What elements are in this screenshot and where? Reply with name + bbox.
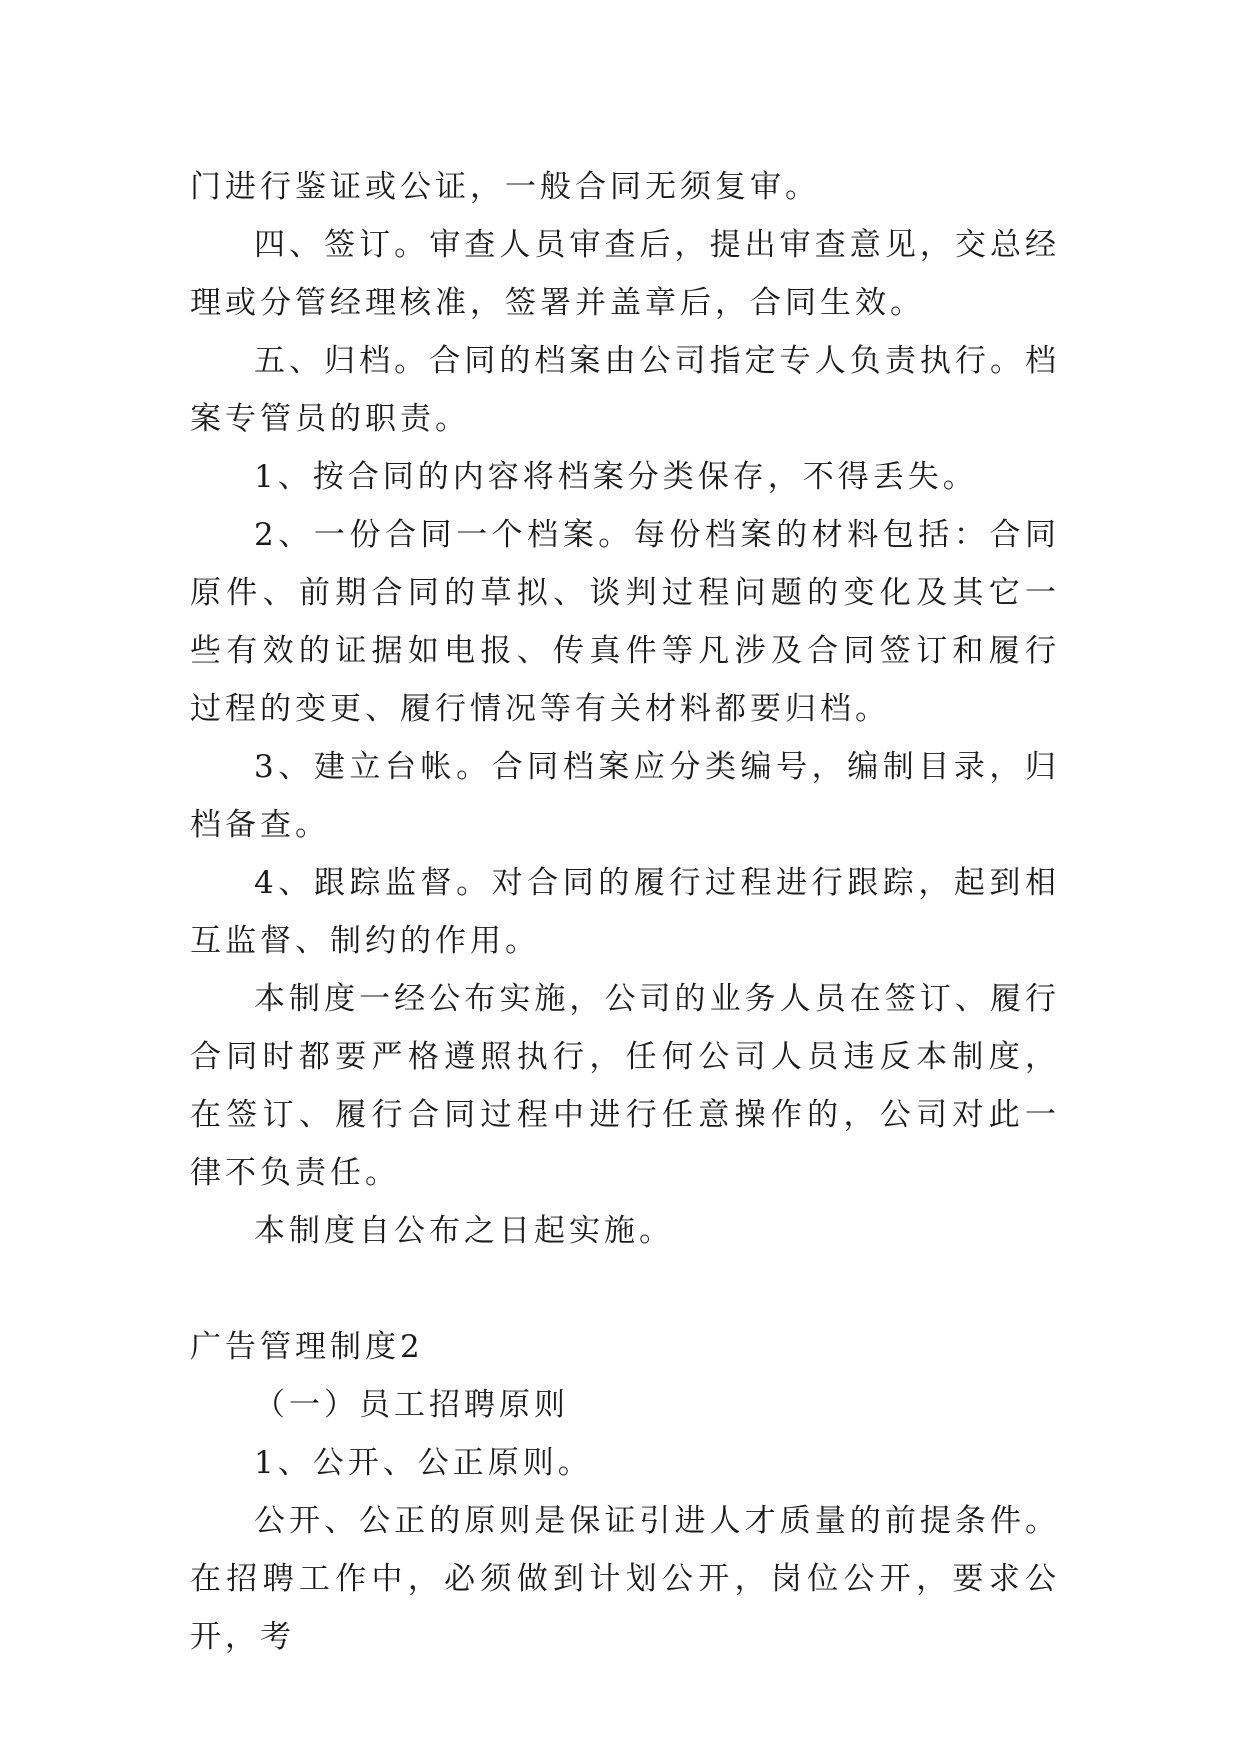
section-title: 广告管理制度2 [190, 1329, 424, 1365]
paragraph-effective: 本制度自公布之日起实施。 [254, 1213, 674, 1249]
subsection-title: （一）员工招聘原则 [254, 1387, 569, 1423]
paragraph-item-4: 4、跟踪监督。对合同的履行过程进行跟踪，起到相互监督、制约的作用。 [190, 865, 1060, 959]
paragraph-continuation: 门进行鉴证或公证，一般合同无须复审。 [190, 169, 820, 205]
paragraph-item-1: 1、按合同的内容将档案分类保存，不得丢失。 [254, 459, 978, 495]
paragraph-enforcement: 本制度一经公布实施，公司的业务人员在签订、履行合同时都要严格遵照执行，任何公司人员违反本制度，在签订、履行合同过程中进行任意操作的，公司对此一律不负责任。 [190, 981, 1060, 1191]
paragraph-item-3: 3、建立台帐。合同档案应分类编号，编制目录，归档备查。 [190, 749, 1060, 843]
paragraph-principle-detail: 公开、公正的原则是保证引进人才质量的前提条件。在招聘工作中，必须做到计划公开，岗位公开，要求公开，考 [190, 1503, 1060, 1655]
paragraph-item-2: 2、一份合同一个档案。每份档案的材料包括：合同原件、前期合同的草拟、谈判过程问题的变化及其它一些有效的证据如电报、传真件等凡涉及合同签订和履行过程的变更、履行情况等有关材料都要归档。 [190, 517, 1060, 727]
paragraph-principle-1: 1、公开、公正原则。 [254, 1445, 593, 1481]
paragraph-signing: 四、签订。审查人员审查后，提出审查意见，交总经理或分管经理核准，签署并盖章后，合同生效。 [190, 227, 1060, 321]
document-body [190, 158, 1060, 1666]
paragraph-archiving: 五、归档。合同的档案由公司指定专人负责执行。档案专管员的职责。 [190, 343, 1060, 437]
